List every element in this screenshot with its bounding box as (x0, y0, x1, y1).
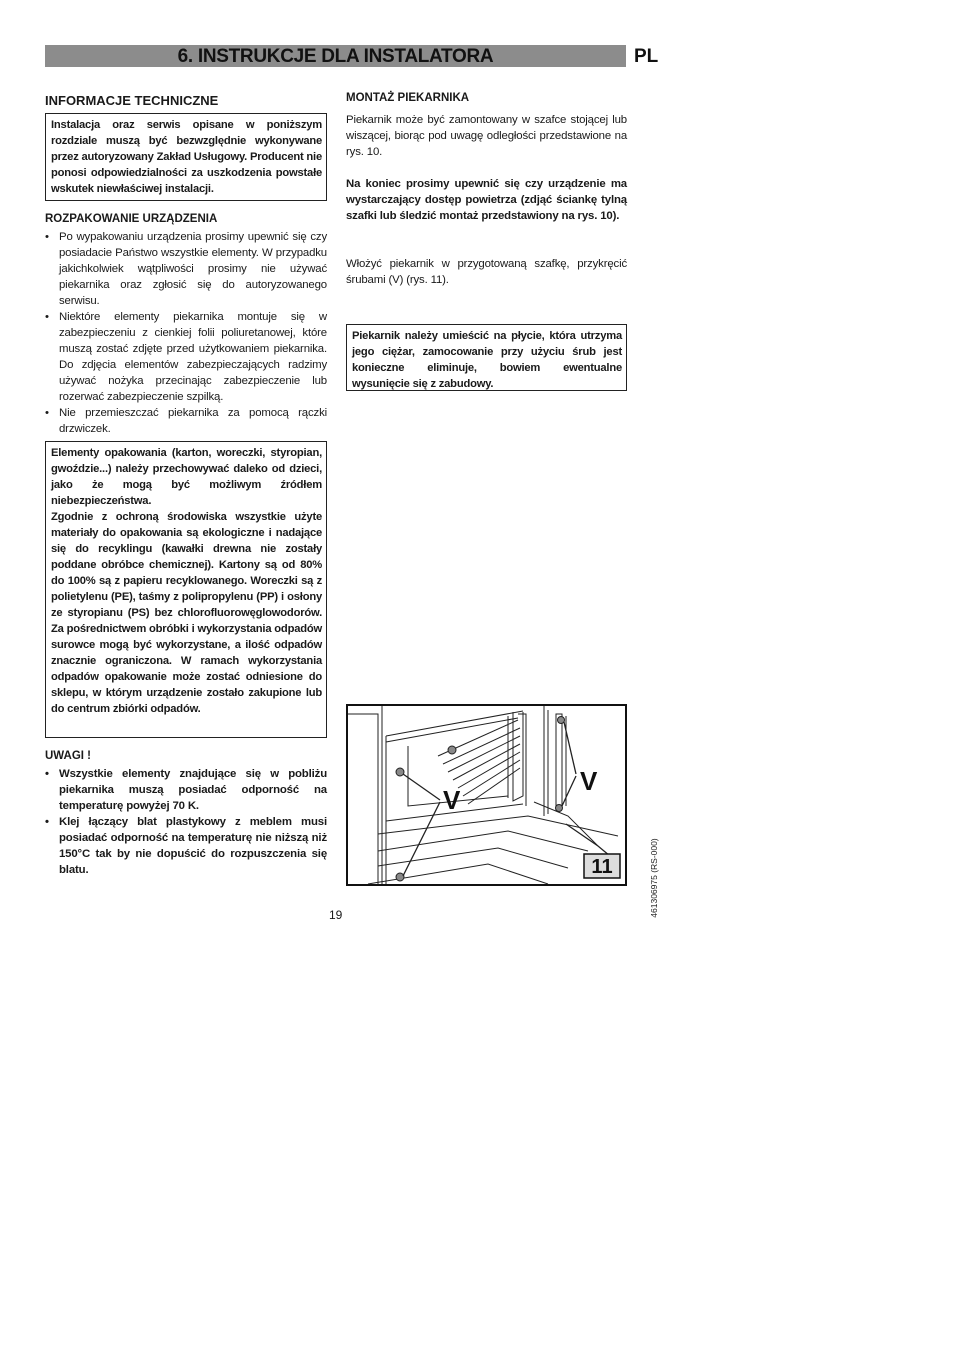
mounting-warning-box (346, 324, 627, 391)
frame-line (348, 714, 378, 884)
mounting-paragraph-2: Na koniec prosimy upewnić się czy urządzenie ma wystarczający dostęp powietrza (zdjąć ściankę tylną szafki lub śledzić montaż przedstawiony na rys. 10). (346, 178, 627, 222)
list-item: • Wszystkie elementy znajdujące się w pobliżu piekarnika muszą posiadać odporność na temperaturę powyżej 70 K. (45, 766, 327, 814)
section-title-notes: UWAGI ! (45, 750, 91, 762)
notes-list (45, 766, 327, 878)
technical-warning-box (45, 113, 327, 201)
unpacking-list (45, 229, 327, 437)
figure-oven-mounting (346, 704, 627, 886)
label-v-right: V (580, 766, 598, 796)
list-item: • Niektóre elementy piekarnika montuje się w zabezpieczeniu z cienkiej folii poliuretanowej, które muszą zostać zdjęte przed użytkowaniem piekarnika. Do zdjęcia elementów zabezpieczających radzimy używać nożyka przecinając zabezpieczenie lub rozerwać zabezpieczenie szpilką. (45, 309, 327, 405)
page-title: 6. INSTRUKCJE DLA INSTALATORA (177, 46, 494, 67)
mounting-paragraph-1: Piekarnik może być zamontowany w szafce stojącej lub wiszącej, biorąc pod uwagę odległości przedstawione na rys. 10. (346, 114, 627, 158)
document-code-text: 461306975 (RS-000) (649, 838, 659, 918)
packaging-warning-box (45, 441, 327, 738)
oven-illustration (348, 706, 625, 884)
mounting-warning-text: Piekarnik należy umieścić na płycie, która utrzyma jego ciężar, zamocowanie przy użyciu śrub jest konieczne eliminuje, bowiem ewentualne wysunięcie się z zabudowy. (352, 330, 622, 390)
packaging-warning-text: Elementy opakowania (karton, woreczki, styropian, gwoździe...) należy przechowywać daleko od dzieci, jako że mogą być możliwym źródłem niebezpieczeństwa. (51, 447, 322, 507)
document-code (648, 833, 660, 925)
section-title-unpacking: ROZPAKOWANIE URZĄDZENIA (45, 213, 218, 225)
page-number: 19 (329, 908, 343, 922)
figure-number: 11 (591, 856, 613, 878)
list-item: • Klej łączący blat plastykowy z meblem musi posiadać odporność na temperaturę nie niższą niż 150°C tak by nie dopuścić do rozpuszczenia się blatu. (45, 814, 327, 878)
section-title-technical: INFORMACJE TECHNICZNE (45, 93, 219, 108)
list-item: • Nie przemieszczać piekarnika za pomocą rączki drzwiczek. (45, 405, 327, 437)
technical-warning-text: Instalacja oraz serwis opisane w poniższym rozdziale muszą być bezwzględnie wykonywane przez autoryzowany Zakład Usługowy. Producent nie ponosi odpowiedzialności za uszkodzenia powstałe wskutek niewłaściwej instalacji. (51, 119, 322, 195)
label-v-left: V (443, 785, 461, 815)
recycling-text: Zgodnie z ochroną środowiska wszystkie użyte materiały do opakowania są ekologiczne i nadające się do recyklingu (kawałki drewna nie zostały poddane obróbce chemicznej). Kartony są od 80% do 100% są z papieru recyklowanego. Woreczki są z polietylenu (PE), taśmy z polipropylenu (PP) i osłony ze styropianu (PS) bez chlorofluorowęglowodorów. Za pośrednictwem obróbki i wykorzystania odpadów surowce mogą być wykorzystane, a ilość odpadów znacznie ograniczona. W ramach wykorzystania odpadów opakowanie może zostać odniesione do sklepu, w którym urządzenie zostało zakupione lub do centrum zbiórki odpadów. (51, 511, 322, 715)
section-title-mounting: MONTAŻ PIEKARNIKA (346, 92, 470, 104)
language-code: PL (634, 46, 659, 67)
frame-line (386, 711, 523, 736)
list-item: • Po wypakowaniu urządzenia prosimy upewnić się czy posiadacie Państwo wszystkie elementy. W przypadku jakichkolwiek wątpliwości prosimy nie używać piekarnika oraz zgłosić się do autoryzowanego serwisu. (45, 229, 327, 309)
mounting-paragraph-3: Włożyć piekarnik w przygotowaną szafkę, przykręcić śrubami (V) (rys. 11). (346, 258, 627, 286)
